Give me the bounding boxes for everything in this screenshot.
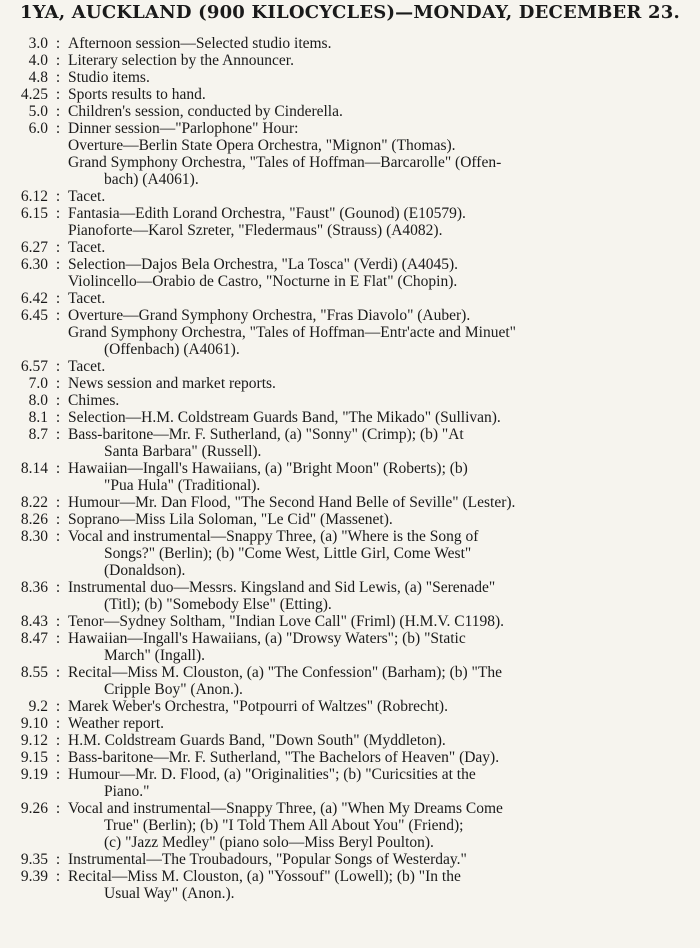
entry-time: 6.42 bbox=[20, 290, 48, 307]
entry-line: Piano." bbox=[104, 783, 150, 800]
entry-separator: : bbox=[55, 392, 61, 409]
entry-time: 6.12 bbox=[20, 188, 48, 205]
entry-description bbox=[68, 290, 700, 307]
entry-separator: : bbox=[55, 715, 61, 732]
entry-description bbox=[68, 851, 700, 868]
entry-time: 6.15 bbox=[20, 205, 48, 222]
entry-description bbox=[68, 664, 700, 698]
entry-line: Dinner session—"Parlophone" Hour: bbox=[68, 120, 299, 137]
entry-description bbox=[68, 120, 700, 188]
entry-line: bach) (A4061). bbox=[104, 171, 199, 188]
entry-line: Vocal and instrumental—Snappy Three, (a) "Where is the Song of bbox=[68, 528, 479, 545]
programme-entry bbox=[0, 630, 700, 664]
entry-separator: : bbox=[55, 120, 61, 137]
entry-time: 5.0 bbox=[28, 103, 48, 120]
entry-line: Weather report. bbox=[68, 715, 165, 732]
programme-entry bbox=[0, 205, 700, 239]
entry-line: Grand Symphony Orchestra, "Tales of Hoffman—Barcarolle" (Offen- bbox=[68, 154, 502, 171]
entry-description bbox=[68, 749, 700, 766]
entry-time: 8.55 bbox=[20, 664, 48, 681]
entry-time: 8.22 bbox=[20, 494, 48, 511]
entry-line: Selection—H.M. Coldstream Guards Band, "The Mikado" (Sullivan). bbox=[68, 409, 501, 426]
entry-separator: : bbox=[55, 749, 61, 766]
entry-description bbox=[68, 256, 700, 290]
entry-line: Usual Way" (Anon.). bbox=[104, 885, 235, 902]
entry-line: Hawaiian—Ingall's Hawaiians, (a) "Drowsy Waters"; (b) "Static bbox=[68, 630, 466, 647]
entry-time: 6.27 bbox=[20, 239, 48, 256]
entry-description bbox=[68, 766, 700, 800]
entry-time: 7.0 bbox=[28, 375, 48, 392]
entry-time: 8.26 bbox=[20, 511, 48, 528]
entry-line: Santa Barbara" (Russell). bbox=[104, 443, 262, 460]
entry-line: Humour—Mr. D. Flood, (a) "Originalities"; (b) "Curicsities at the bbox=[68, 766, 476, 783]
entry-separator: : bbox=[55, 52, 61, 69]
entry-description bbox=[68, 358, 700, 375]
entry-time: 6.57 bbox=[20, 358, 48, 375]
entry-line: Chimes. bbox=[68, 392, 120, 409]
entry-separator: : bbox=[55, 460, 61, 477]
entry-description bbox=[68, 579, 700, 613]
programme-entry bbox=[0, 851, 700, 868]
entry-time: 4.25 bbox=[20, 86, 48, 103]
entry-time: 9.26 bbox=[20, 800, 48, 817]
programme-entry bbox=[0, 715, 700, 732]
entry-line: Studio items. bbox=[68, 69, 150, 86]
entry-description bbox=[68, 35, 700, 52]
entry-line: Instrumental—The Troubadours, "Popular Songs of Westerday." bbox=[68, 851, 467, 868]
entry-separator: : bbox=[55, 698, 61, 715]
programme-entry bbox=[0, 749, 700, 766]
entry-time: 8.0 bbox=[28, 392, 48, 409]
entry-time: 8.7 bbox=[28, 426, 48, 443]
entry-time: 9.19 bbox=[20, 766, 48, 783]
entry-time: 6.0 bbox=[28, 120, 48, 137]
entry-separator: : bbox=[55, 511, 61, 528]
entry-description bbox=[68, 868, 700, 902]
entry-description bbox=[68, 715, 700, 732]
entry-line: True" (Berlin); (b) "I Told Them All About You" (Friend); bbox=[104, 817, 464, 834]
entry-line: Vocal and instrumental—Snappy Three, (a) "When My Dreams Come bbox=[68, 800, 503, 817]
entry-time: 8.30 bbox=[20, 528, 48, 545]
entry-time: 9.10 bbox=[20, 715, 48, 732]
entry-line: Grand Symphony Orchestra, "Tales of Hoffman—Entr'acte and Minuet" bbox=[68, 324, 516, 341]
entry-line: Instrumental duo—Messrs. Kingsland and Sid Lewis, (a) "Serenade" bbox=[68, 579, 496, 596]
programme-entry bbox=[0, 766, 700, 800]
entry-description bbox=[68, 103, 700, 120]
programme-entry bbox=[0, 188, 700, 205]
entry-separator: : bbox=[55, 35, 61, 52]
entry-description bbox=[68, 69, 700, 86]
entry-description bbox=[68, 188, 700, 205]
entry-separator: : bbox=[55, 205, 61, 222]
entry-line: Tacet. bbox=[68, 239, 106, 256]
programme-entry bbox=[0, 664, 700, 698]
entry-separator: : bbox=[55, 103, 61, 120]
entry-description bbox=[68, 528, 700, 579]
entry-description bbox=[68, 426, 700, 460]
entry-time: 8.43 bbox=[20, 613, 48, 630]
entry-line: Overture—Berlin State Opera Orchestra, "Mignon" (Thomas). bbox=[68, 137, 456, 154]
entry-line: Violincello—Orabio de Castro, "Nocturne in E Flat" (Chopin). bbox=[68, 273, 458, 290]
entry-time: 3.0 bbox=[28, 35, 48, 52]
entry-line: Selection—Dajos Bela Orchestra, "La Tosca" (Verdi) (A4045). bbox=[68, 256, 459, 273]
entry-separator: : bbox=[55, 358, 61, 375]
entry-separator: : bbox=[55, 851, 61, 868]
entry-time: 4.8 bbox=[28, 69, 48, 86]
entry-line: Songs?" (Berlin); (b) "Come West, Little Girl, Come West" bbox=[104, 545, 472, 562]
entry-line: Hawaiian—Ingall's Hawaiians, (a) "Bright Moon" (Roberts); (b) bbox=[68, 460, 468, 477]
entry-separator: : bbox=[55, 307, 61, 324]
entry-time: 9.2 bbox=[28, 698, 48, 715]
entry-separator: : bbox=[55, 86, 61, 103]
entry-line: H.M. Coldstream Guards Band, "Down South" (Myddleton). bbox=[68, 732, 446, 749]
entry-time: 6.45 bbox=[20, 307, 48, 324]
programme-entry bbox=[0, 494, 700, 511]
programme-list bbox=[0, 35, 700, 902]
entry-time: 8.14 bbox=[20, 460, 48, 477]
programme-entry bbox=[0, 511, 700, 528]
entry-line: Humour—Mr. Dan Flood, "The Second Hand Belle of Seville" (Lester). bbox=[68, 494, 516, 511]
programme-entry bbox=[0, 392, 700, 409]
entry-time: 8.1 bbox=[28, 409, 48, 426]
entry-separator: : bbox=[55, 256, 61, 273]
entry-separator: : bbox=[55, 188, 61, 205]
entry-time: 9.12 bbox=[20, 732, 48, 749]
programme-entry bbox=[0, 698, 700, 715]
entry-separator: : bbox=[55, 409, 61, 426]
programme-entry bbox=[0, 69, 700, 86]
entry-description bbox=[68, 205, 700, 239]
entry-separator: : bbox=[55, 732, 61, 749]
entry-separator: : bbox=[55, 494, 61, 511]
entry-separator: : bbox=[55, 613, 61, 630]
programme-entry bbox=[0, 52, 700, 69]
entry-line: Overture—Grand Symphony Orchestra, "Fras Diavolo" (Auber). bbox=[68, 307, 471, 324]
entry-separator: : bbox=[55, 800, 61, 817]
entry-separator: : bbox=[55, 766, 61, 783]
entry-time: 9.39 bbox=[20, 868, 48, 885]
entry-time: 9.35 bbox=[20, 851, 48, 868]
entry-line: Tacet. bbox=[68, 188, 106, 205]
entry-separator: : bbox=[55, 375, 61, 392]
programme-entry bbox=[0, 613, 700, 630]
entry-time: 4.0 bbox=[28, 52, 48, 69]
entry-line: Fantasia—Edith Lorand Orchestra, "Faust" (Gounod) (E10579). bbox=[68, 205, 466, 222]
entry-separator: : bbox=[55, 664, 61, 681]
entry-line: Bass-baritone—Mr. F. Sutherland, (a) "Sonny" (Crimp); (b) "At bbox=[68, 426, 464, 443]
programme-entry bbox=[0, 409, 700, 426]
entry-line: News session and market reports. bbox=[68, 375, 276, 392]
entry-line: March" (Ingall). bbox=[104, 647, 206, 664]
entry-time: 9.15 bbox=[20, 749, 48, 766]
entry-time: 8.47 bbox=[20, 630, 48, 647]
entry-separator: : bbox=[55, 579, 61, 596]
entry-description bbox=[68, 52, 700, 69]
programme-entry bbox=[0, 307, 700, 358]
programme-entry bbox=[0, 528, 700, 579]
entry-description bbox=[68, 494, 700, 511]
entry-description bbox=[68, 511, 700, 528]
entry-description bbox=[68, 307, 700, 358]
entry-separator: : bbox=[55, 630, 61, 647]
entry-separator: : bbox=[55, 239, 61, 256]
entry-line: "Pua Hula" (Traditional). bbox=[104, 477, 261, 494]
entry-line: Soprano—Miss Lila Soloman, "Le Cid" (Massenet). bbox=[68, 511, 393, 528]
entry-separator: : bbox=[55, 69, 61, 86]
entry-line: (Donaldson). bbox=[104, 562, 186, 579]
programme-entry bbox=[0, 426, 700, 460]
entry-line: Cripple Boy" (Anon.). bbox=[104, 681, 243, 698]
entry-line: Tacet. bbox=[68, 358, 106, 375]
programme-entry bbox=[0, 460, 700, 494]
programme-entry bbox=[0, 800, 700, 851]
entry-separator: : bbox=[55, 528, 61, 545]
entry-line: Children's session, conducted by Cinderella. bbox=[68, 103, 343, 120]
programme-entry bbox=[0, 375, 700, 392]
entry-line: Pianoforte—Karol Szreter, "Fledermaus" (Strauss) (A4082). bbox=[68, 222, 443, 239]
entry-description bbox=[68, 375, 700, 392]
entry-separator: : bbox=[55, 426, 61, 443]
programme-entry bbox=[0, 120, 700, 188]
entry-description bbox=[68, 239, 700, 256]
programme-entry bbox=[0, 35, 700, 52]
entry-line: Marek Weber's Orchestra, "Potpourri of Waltzes" (Robrecht). bbox=[68, 698, 448, 715]
entry-line: Tenor—Sydney Soltham, "Indian Love Call" (Friml) (H.M.V. C1198). bbox=[68, 613, 505, 630]
programme-entry bbox=[0, 358, 700, 375]
entry-description bbox=[68, 86, 700, 103]
programme-entry bbox=[0, 579, 700, 613]
entry-line: Recital—Miss M. Clouston, (a) "The Confession" (Barham); (b) "The bbox=[68, 664, 502, 681]
entry-line: Tacet. bbox=[68, 290, 106, 307]
programme-entry bbox=[0, 290, 700, 307]
entry-line: Bass-baritone—Mr. F. Sutherland, "The Bachelors of Heaven" (Day). bbox=[68, 749, 500, 766]
entry-line: (Offenbach) (A4061). bbox=[104, 341, 240, 358]
entry-line: (Titl); (b) "Somebody Else" (Etting). bbox=[104, 596, 332, 613]
page-title: 1YA, AUCKLAND (900 KILOCYCLES)—MONDAY, DECEMBER 23. bbox=[20, 2, 680, 23]
programme-entry bbox=[0, 256, 700, 290]
entry-description bbox=[68, 698, 700, 715]
entry-description bbox=[68, 409, 700, 426]
entry-description bbox=[68, 732, 700, 749]
entry-description bbox=[68, 800, 700, 851]
programme-entry bbox=[0, 732, 700, 749]
programme-entry bbox=[0, 86, 700, 103]
entry-description bbox=[68, 613, 700, 630]
entry-separator: : bbox=[55, 868, 61, 885]
programme-entry bbox=[0, 239, 700, 256]
entry-description bbox=[68, 460, 700, 494]
programme-entry bbox=[0, 868, 700, 902]
entry-line: (c) "Jazz Medley" (piano solo—Miss Beryl Poulton). bbox=[104, 834, 434, 851]
entry-line: Sports results to hand. bbox=[68, 86, 206, 103]
entry-time: 6.30 bbox=[20, 256, 48, 273]
entry-separator: : bbox=[55, 290, 61, 307]
programme-entry bbox=[0, 103, 700, 120]
entry-description bbox=[68, 392, 700, 409]
entry-line: Recital—Miss M. Clouston, (a) "Yossouf" (Lowell); (b) "In the bbox=[68, 868, 461, 885]
entry-time: 8.36 bbox=[20, 579, 48, 596]
entry-line: Literary selection by the Announcer. bbox=[68, 52, 294, 69]
entry-description bbox=[68, 630, 700, 664]
entry-line: Afternoon session—Selected studio items. bbox=[68, 35, 332, 52]
